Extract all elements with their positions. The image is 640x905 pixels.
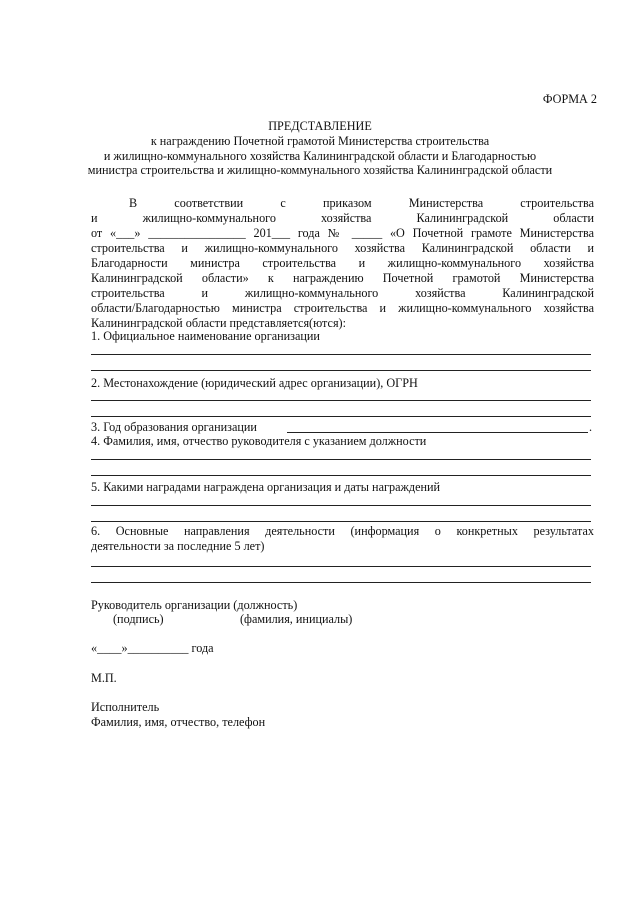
item-2-label: 2. Местонахождение (юридический адрес организации), ОГРН xyxy=(91,376,418,390)
title-line-3: министра строительства и жилищно-коммунального хозяйства Калининградской области xyxy=(87,163,553,177)
intro-line: В соответствии с приказом Министерства строительства xyxy=(129,196,594,210)
intro-line: области/Благодарностью министра строительства и жилищно-коммунального хозяйства xyxy=(91,301,594,315)
fill-line[interactable] xyxy=(91,370,591,371)
form-number: ФОРМА 2 xyxy=(542,92,597,106)
signature-head: Руководитель организации (должность) xyxy=(91,598,298,612)
item-6-label xyxy=(91,524,594,554)
signature-date: «____»__________ года xyxy=(91,641,214,655)
intro-line: Калининградской области представляется(ются): xyxy=(91,316,346,330)
intro-line: Благодарности министра строительства и жилищно-коммунального хозяйства xyxy=(91,256,594,270)
fill-line[interactable] xyxy=(91,566,591,567)
signature-sign: (подпись) xyxy=(113,612,164,626)
item-6-line: 6. Основные направления деятельности (информация о конкретных результатах xyxy=(91,524,594,538)
item-6-line: деятельности за последние 5 лет) xyxy=(91,539,265,553)
item-3-period: . xyxy=(589,420,593,434)
executor-info: Фамилия, имя, отчество, телефон xyxy=(91,715,266,729)
item-4-label: 4. Фамилия, имя, отчество руководителя с указанием должности xyxy=(91,434,427,448)
fill-line[interactable] xyxy=(91,505,591,506)
intro-line: строительства и жилищно-коммунального хозяйства Калининградской xyxy=(91,286,594,300)
intro-paragraph xyxy=(91,196,594,331)
intro-line: от «___» ________________ 201___ года № _____ «О Почетной грамоте Министерства xyxy=(91,226,594,240)
intro-line: Калининградской области» к награждению Почетной грамотой Министерства xyxy=(91,271,594,285)
fill-line[interactable] xyxy=(91,521,591,522)
fill-line[interactable] xyxy=(91,416,591,417)
fill-line[interactable] xyxy=(91,459,591,460)
intro-line: строительства и жилищно-коммунального хозяйства Калининградской области и xyxy=(91,241,594,255)
item-1-label: 1. Официальное наименование организации xyxy=(91,329,320,343)
document-title: ПРЕДСТАВЛЕНИЕ xyxy=(268,119,372,133)
executor-label: Исполнитель xyxy=(91,700,160,714)
fill-line[interactable] xyxy=(91,400,591,401)
fill-line[interactable] xyxy=(91,475,591,476)
stamp-label: М.П. xyxy=(91,671,117,685)
intro-line: и жилищно-коммунального хозяйства Калининградской области xyxy=(91,211,594,225)
title-line-2: и жилищно-коммунального хозяйства Калининградской области и Благодарностью xyxy=(103,149,537,163)
fill-line[interactable] xyxy=(91,354,591,355)
item-3-label: 3. Год образования организации xyxy=(91,420,257,434)
fill-line[interactable] xyxy=(91,582,591,583)
signature-name: (фамилия, инициалы) xyxy=(240,612,353,626)
year-fill-line[interactable] xyxy=(287,432,588,433)
title-line-1: к награждению Почетной грамотой Министерства строительства xyxy=(150,134,490,148)
item-5-label: 5. Какими наградами награждена организация и даты награждений xyxy=(91,480,441,494)
